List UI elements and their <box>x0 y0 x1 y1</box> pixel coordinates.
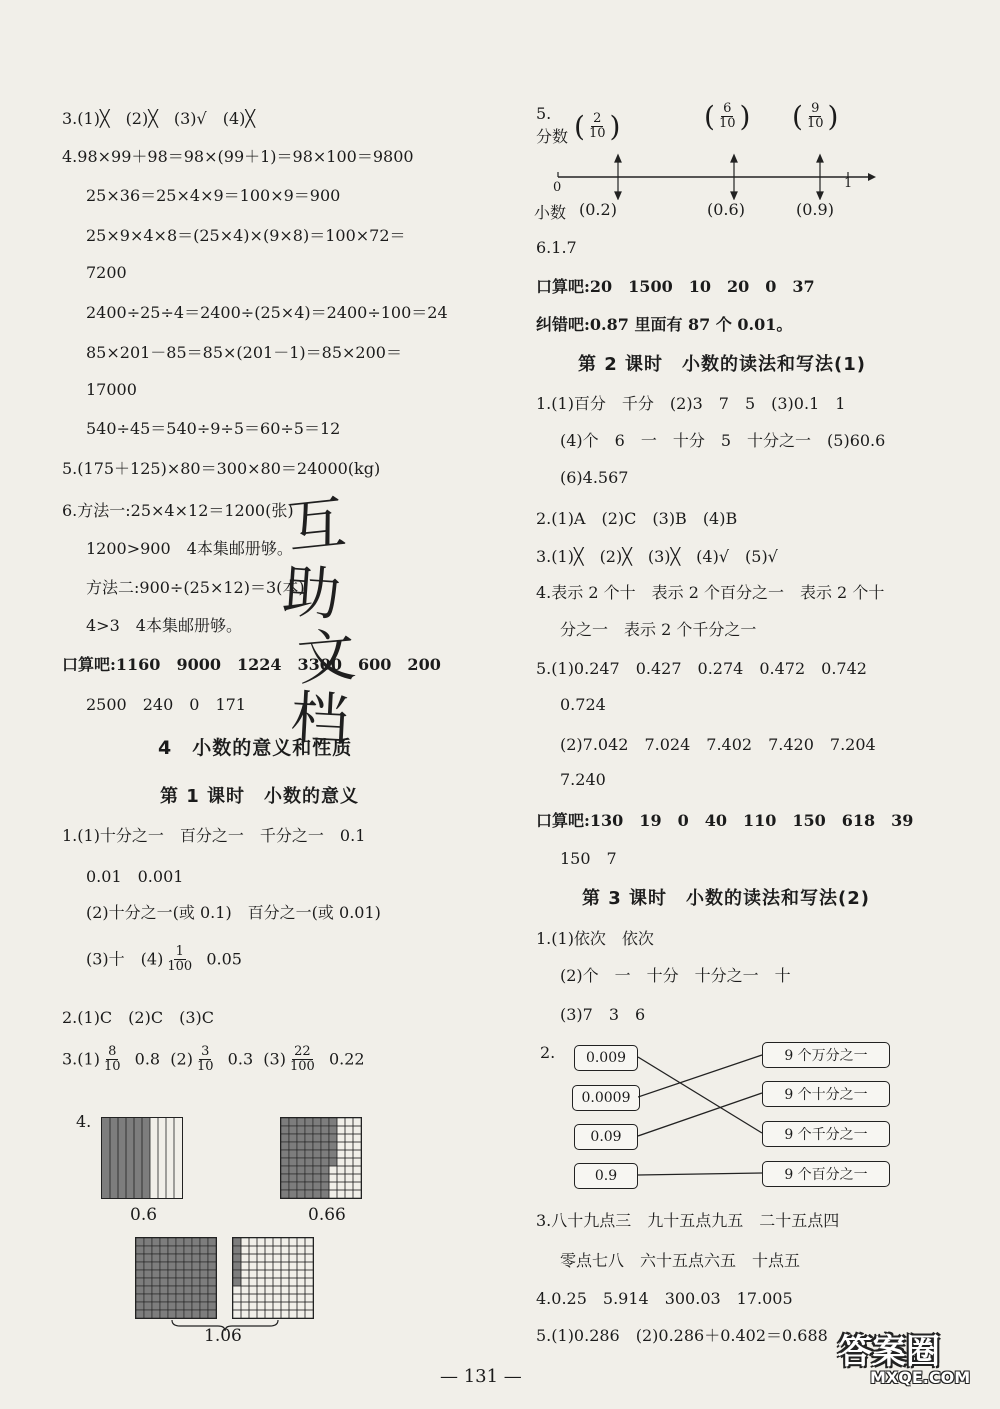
number-line-decimal: (0.6) <box>707 200 745 219</box>
l2-q5-line: 7.240 <box>560 770 606 789</box>
meaning-box: 9 个百分之一 <box>762 1161 890 1187</box>
grid-label: 0.66 <box>308 1205 346 1225</box>
handwriting-char: 档 <box>288 683 351 755</box>
matching-lines <box>638 1040 764 1190</box>
number-line-decimal: (0.9) <box>796 200 834 219</box>
grid-shading <box>281 1118 361 1198</box>
l3-q3-line: 零点七八 六十五点六五 十点五 <box>560 1251 801 1270</box>
axis-end: 1 <box>844 176 853 191</box>
l1-q1-part3-value: 0.05 <box>206 949 242 969</box>
decimal-box: 0.009 <box>574 1045 638 1071</box>
l1-q1-part3-text: (3)十 (4) <box>86 949 164 969</box>
l3-q1-line: 1.(1)依次 依次 <box>536 929 654 948</box>
l3-q1-line: (3)7 3 6 <box>560 1005 646 1024</box>
hundred-grid <box>232 1237 314 1319</box>
answer-q4-line: 2400÷25÷4＝2400÷(25×4)＝2400÷100＝24 <box>86 303 448 322</box>
l1-q3: 3.(1) $\frac{8}{10}$ 0.8 (2) $\frac{3}{10}$ 0.3 (3) $\frac{22}{100}$ 0.22 <box>62 1044 365 1075</box>
l2-q5-line: 5.(1)0.247 0.427 0.274 0.472 0.742 <box>536 659 867 678</box>
answer-q6-line: 1200>900 4本集邮册够。 <box>86 539 293 558</box>
grid-label: 0.6 <box>130 1205 158 1225</box>
answer-q4-line: 25×9×4×8＝(25×4)×(9×8)＝100×72＝ <box>86 226 406 245</box>
answer-q6-line: 6.方法一:25×4×12＝1200(张) <box>62 501 294 520</box>
l1-q1-line: 1.(1)十分之一 百分之一 千分之一 0.1 <box>62 826 366 845</box>
page-number: — 131 — <box>440 1366 522 1387</box>
fraction: $\frac{9}{10}$ <box>806 100 824 131</box>
answer-q4-line: 17000 <box>86 380 137 399</box>
grid-shading <box>233 1238 313 1318</box>
number-line-fraction: ( $\frac{6}{10}$ ) <box>704 100 751 133</box>
l2-q4-line: 分之一 表示 2 个千分之一 <box>560 620 757 639</box>
l1-q1-part3 <box>86 945 242 975</box>
kousuan-line: 口算吧:130 19 0 40 110 150 618 39 <box>536 811 914 830</box>
fraction: $\frac{3}{10}$ <box>196 1044 214 1075</box>
answer-q6-line: 4>3 4本集邮册够。 <box>86 616 242 635</box>
answer-q4-line: 540÷45＝540÷9÷5＝60÷5＝12 <box>86 419 341 438</box>
handwriting-char: 互 <box>284 488 349 562</box>
fraction: $\frac{6}{10}$ <box>718 100 736 131</box>
lesson-1-title: 第 1 课时 小数的意义 <box>160 786 360 807</box>
decimal-box: 0.0009 <box>572 1085 640 1111</box>
meaning-box: 9 个十分之一 <box>762 1081 890 1107</box>
l2-q1-line: (6)4.567 <box>560 468 629 487</box>
hundred-grid <box>101 1117 183 1199</box>
answer-q4-line: 7200 <box>86 263 127 282</box>
l1-q4-label: 4. <box>76 1112 92 1131</box>
handwriting-char: 文 <box>294 620 359 694</box>
number-line-decimal: (0.2) <box>579 200 617 219</box>
l3-q5: 5.(1)0.286 (2)0.286＋0.402＝0.688 <box>536 1326 828 1345</box>
grid-shading <box>136 1238 216 1318</box>
l2-q1-line: (4)个 6 一 十分 5 十分之一 (5)60.6 <box>560 431 886 450</box>
l3-q2-label: 2. <box>540 1043 556 1062</box>
answer-q6-line: 方法二:900÷(25×12)＝3(本) <box>86 578 305 597</box>
meaning-box: 9 个万分之一 <box>762 1042 890 1068</box>
kousuan-line: 2500 240 0 171 <box>86 695 246 714</box>
l2-q5-line: 0.724 <box>560 695 606 714</box>
jiucuo-line: 纠错吧:0.87 里面有 87 个 0.01。 <box>536 315 793 334</box>
fraction: $\frac{2}{10}$ <box>588 110 606 141</box>
l2-q3: 3.(1)╳ (2)╳ (3)╳ (4)√ (5)√ <box>536 547 778 566</box>
decimal-box: 0.9 <box>574 1163 638 1189</box>
site-logo <box>832 1324 982 1389</box>
l1-q1-line: 0.01 0.001 <box>86 867 184 886</box>
answer-q4-line: 85×201－85＝85×(201－1)＝85×200＝ <box>86 343 402 362</box>
kousuan-line: 口算吧:1160 9000 1224 3300 600 200 <box>62 655 441 674</box>
answer-q4-line: 25×36＝25×4×9＝100×9＝900 <box>86 186 341 205</box>
grid-label: 1.06 <box>204 1326 242 1346</box>
answer-q3: 3.(1)╳ (2)╳ (3)√ (4)╳ <box>62 109 256 128</box>
r-q5-label: 5. <box>536 104 552 123</box>
number-line <box>550 150 880 200</box>
lesson-3-title: 第 3 课时 小数的读法和写法(2) <box>582 888 871 909</box>
hundred-grid <box>280 1117 362 1199</box>
l2-q1-line: 1.(1)百分 千分 (2)3 7 5 (3)0.1 1 <box>536 394 846 413</box>
decimal-label: 小数 <box>534 203 567 222</box>
r-q6: 6.1.7 <box>536 238 577 257</box>
l2-q4-line: 4.表示 2 个十 表示 2 个百分之一 表示 2 个十 <box>536 583 885 602</box>
answer-q5: 5.(175＋125)×80＝300×80＝24000(kg) <box>62 459 381 478</box>
answer-q4-line: 4.98×99＋98＝98×(99＋1)＝98×100＝9800 <box>62 147 414 166</box>
grid-shading <box>102 1118 182 1198</box>
l3-q1-line: (2)个 一 十分 十分之一 十 <box>560 966 791 985</box>
chapter-title: 4 小数的意义和性质 <box>158 737 353 759</box>
lesson-2-title: 第 2 课时 小数的读法和写法(1) <box>578 354 867 375</box>
axis-start: 0 <box>553 180 562 195</box>
fraction-label: 分数 <box>536 127 569 146</box>
logo-url: MXQE.COM <box>870 1368 971 1387</box>
l2-q5-line: (2)7.042 7.024 7.402 7.420 7.204 <box>560 735 876 754</box>
hundred-grid <box>135 1237 217 1319</box>
logo-word: 答案圈 <box>838 1332 940 1372</box>
meaning-box: 9 个千分之一 <box>762 1121 890 1147</box>
decimal-box: 0.09 <box>574 1124 638 1150</box>
kousuan-line: 150 7 <box>560 849 617 868</box>
fraction: $\frac{1}{100}$ <box>167 944 193 975</box>
fraction: $\frac{22}{100}$ <box>289 1044 315 1075</box>
number-line-fraction: ( $\frac{2}{10}$ ) <box>574 110 621 143</box>
kousuan-line: 口算吧:20 1500 10 20 0 37 <box>536 277 815 296</box>
number-line-fraction: ( $\frac{9}{10}$ ) <box>792 100 839 133</box>
handwriting-char: 助 <box>280 557 343 629</box>
fraction: $\frac{8}{10}$ <box>103 1044 121 1075</box>
l1-q2: 2.(1)C (2)C (3)C <box>62 1008 214 1027</box>
l3-q3-line: 3.八十九点三 九十五点九五 二十五点四 <box>536 1211 840 1230</box>
l2-q2: 2.(1)A (2)C (3)B (4)B <box>536 509 738 528</box>
l3-q4: 4.0.25 5.914 300.03 17.005 <box>536 1289 793 1308</box>
l1-q1-line: (2)十分之一(或 0.1) 百分之一(或 0.01) <box>86 903 381 922</box>
